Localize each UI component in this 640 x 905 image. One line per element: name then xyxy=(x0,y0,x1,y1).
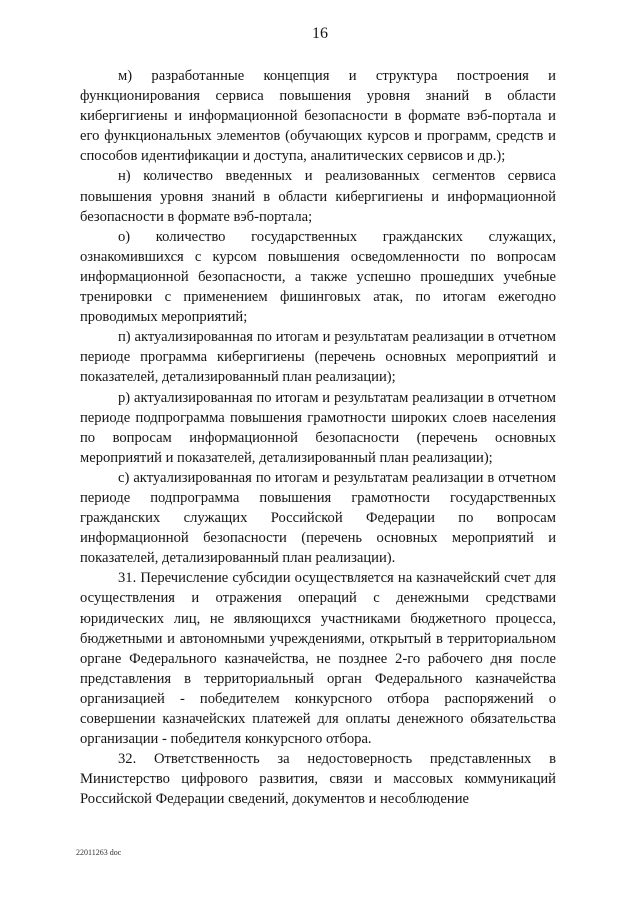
paragraph-p: п) актуализированная по итогам и результатам реализации в отчетном периоде программа кибергигиены (перечень основных мероприятий и показателей, детализированный план реализации); xyxy=(80,329,556,386)
paragraph-r: р) актуализированная по итогам и результатам реализации в отчетном периоде подпрограмма повышения грамотности широких слоев населения по вопросам информационной безопасности (перечень основных мероприятий и показателей, детализированный план реализации); xyxy=(80,389,556,466)
paragraph-o: о) количество государственных гражданских служащих, ознакомившихся с курсом повышения осведомленности по вопросам информационной безопасности, а также успешно прошедших учебные тренировки с применением фишинговых атак, по итогам ежегодно проводимых мероприятий; xyxy=(80,228,556,326)
paragraph-n: н) количество введенных и реализованных сегментов сервиса повышения уровня знаний в области кибергигиены и информационной безопасности в формате вэб-портала; xyxy=(80,168,556,225)
paragraph-32: 32. Ответственность за недостоверность представленных в Министерство цифрового развития, связи и массовых коммуникаций Российской Федерации сведений, документов и несоблюдение xyxy=(80,751,556,808)
paragraph-m: м) разработанные концепция и структура построения и функционирования сервиса повышения уровня знаний в области кибергигиены и информационной безопасности в формате вэб-портала и его функциональных элементов (обучающих курсов и программ, средств и способов идентификации и доступа, аналитических сервисов и др.); xyxy=(80,68,556,165)
page-number: 16 xyxy=(312,25,328,42)
document-footer-id: 22011263 doc xyxy=(76,848,122,857)
paragraph-31: 31. Перечисление субсидии осуществляется на казначейский счет для осуществления и отражения операций с денежными средствами юридических лиц, не являющихся участниками бюджетного процесса, бюджетными и автономными учреждениями, открытый в территориальном органе Федерального казначейства, не позднее 2-го рабочего дня после представления в территориальный орган Федерального казначейства организацией - победителем конкурсного отбора распоряжений о совершении казначейских платежей для оплаты денежного обязательства организации - победителя конкурсного отбора. xyxy=(80,570,556,748)
paragraph-s: с) актуализированная по итогам и результатам реализации в отчетном периоде подпрограмма повышения грамотности государственных гражданских служащих Российской Федерации по вопросам информационной безопасности (перечень основных мероприятий и показателей, детализированный план реализации). xyxy=(80,469,556,567)
document-body xyxy=(80,66,556,809)
